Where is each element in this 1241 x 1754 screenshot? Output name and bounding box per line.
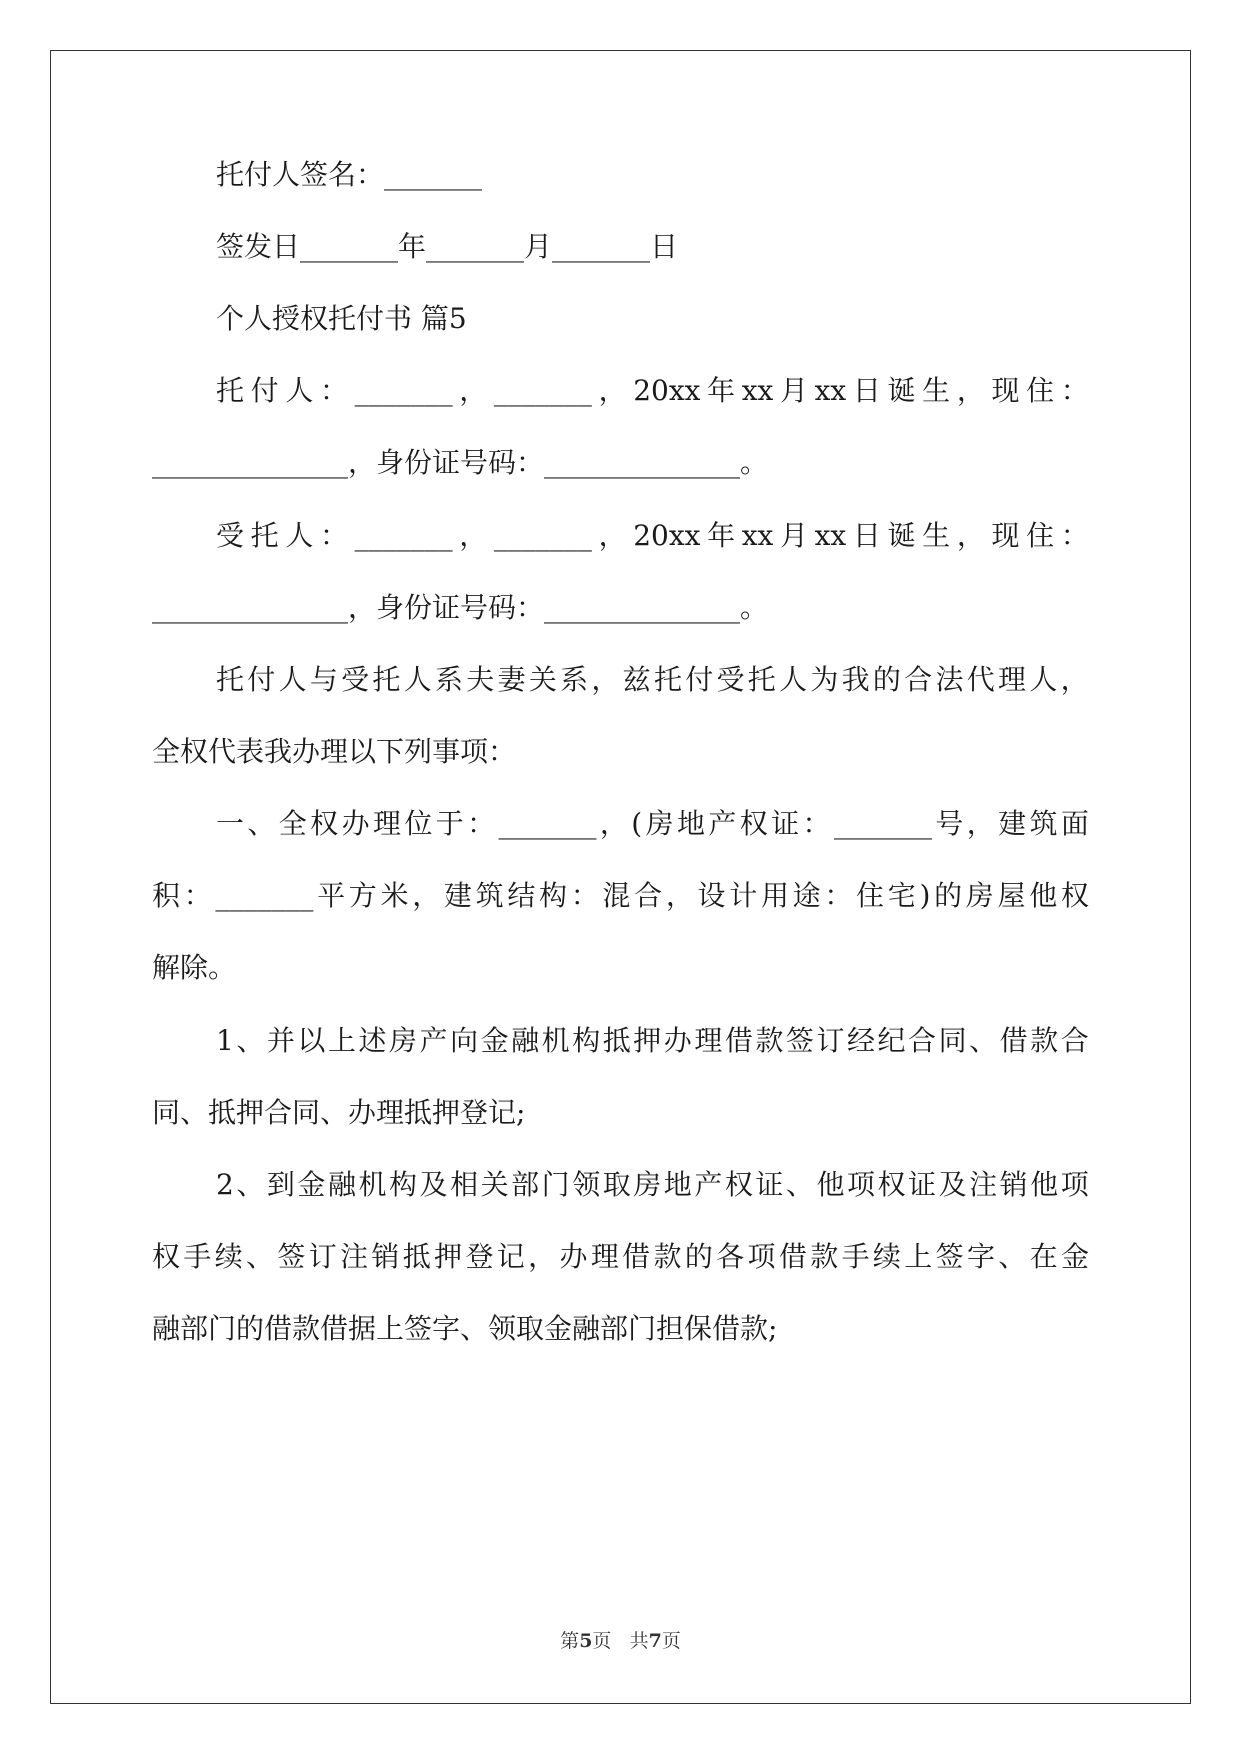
item-2-line-2: 权 手 续 、 签 订 注 销 抵 押 登 记 ， 办 理 借 款 的 各 项 借 款 手 续 上 签 字 、 在 金 bbox=[152, 1240, 1089, 1273]
item-1-line-1: 1 、 并 以 上 述 房 产 向 金 融 机 构 抵 押 办 理 借 款 签 订 经 纪 合 同 、 借 款 合 bbox=[216, 1024, 1089, 1057]
agent-line: 受 托 人 ： _______ ， _______ ， 20xx 年 xx 月 xx 日 诞 生 ， 现 住 ： bbox=[216, 519, 1089, 552]
issue-date-line: 签发日_______年_______月_______日 bbox=[216, 230, 679, 263]
footer-page-suffix: 页 bbox=[592, 1630, 612, 1652]
principal-id-line: ______________，身份证号码：______________。 bbox=[152, 446, 769, 479]
footer-total-suffix: 页 bbox=[661, 1630, 681, 1652]
footer-total-number: 7 bbox=[648, 1630, 662, 1652]
relationship-paragraph-line-2: 全权代表我办理以下列事项： bbox=[152, 735, 517, 768]
item-one-line-1: 一 、 全 权 办 理 位 于 ： _______ ， ( 房 地 产 权 证 ： _______ 号 ， 建 筑 面 bbox=[216, 807, 1089, 840]
principal-line: 托 付 人 ： _______ ， _______ ， 20xx 年 xx 月 xx 日 诞 生 ， 现 住 ： bbox=[216, 374, 1089, 407]
section-heading: 个人授权托付书 篇5 bbox=[216, 302, 467, 335]
page-footer bbox=[0, 1628, 1241, 1654]
footer-page-prefix: 第 bbox=[560, 1630, 580, 1652]
signer-signature-line: 托付人签名：_______ bbox=[216, 158, 483, 191]
agent-id-line: ______________，身份证号码：______________。 bbox=[152, 591, 769, 624]
item-2-line-3: 融部门的借款借据上签字、领取金融部门担保借款; bbox=[152, 1312, 778, 1345]
item-2-line-1: 2 、 到 金 融 机 构 及 相 关 部 门 领 取 房 地 产 权 证 、 他 项 权 证 及 注 销 他 项 bbox=[216, 1168, 1089, 1201]
relationship-paragraph-line-1: 托 付 人 与 受 托 人 系 夫 妻 关 系 ， 兹 托 付 受 托 人 为 我 的 合 法 代 理 人 ， bbox=[216, 663, 1089, 696]
item-one-line-2: 积 ： _______ 平 方 米 ， 建 筑 结 构 ： 混 合 ， 设 计 用 途 ： 住 宅 ) 的 房 屋 他 权 bbox=[152, 879, 1089, 912]
footer-total-prefix: 共 bbox=[629, 1630, 649, 1652]
item-one-line-3: 解除。 bbox=[152, 951, 237, 984]
footer-page-number: 5 bbox=[579, 1630, 593, 1652]
item-1-line-2: 同、抵押合同、办理抵押登记; bbox=[152, 1096, 526, 1129]
